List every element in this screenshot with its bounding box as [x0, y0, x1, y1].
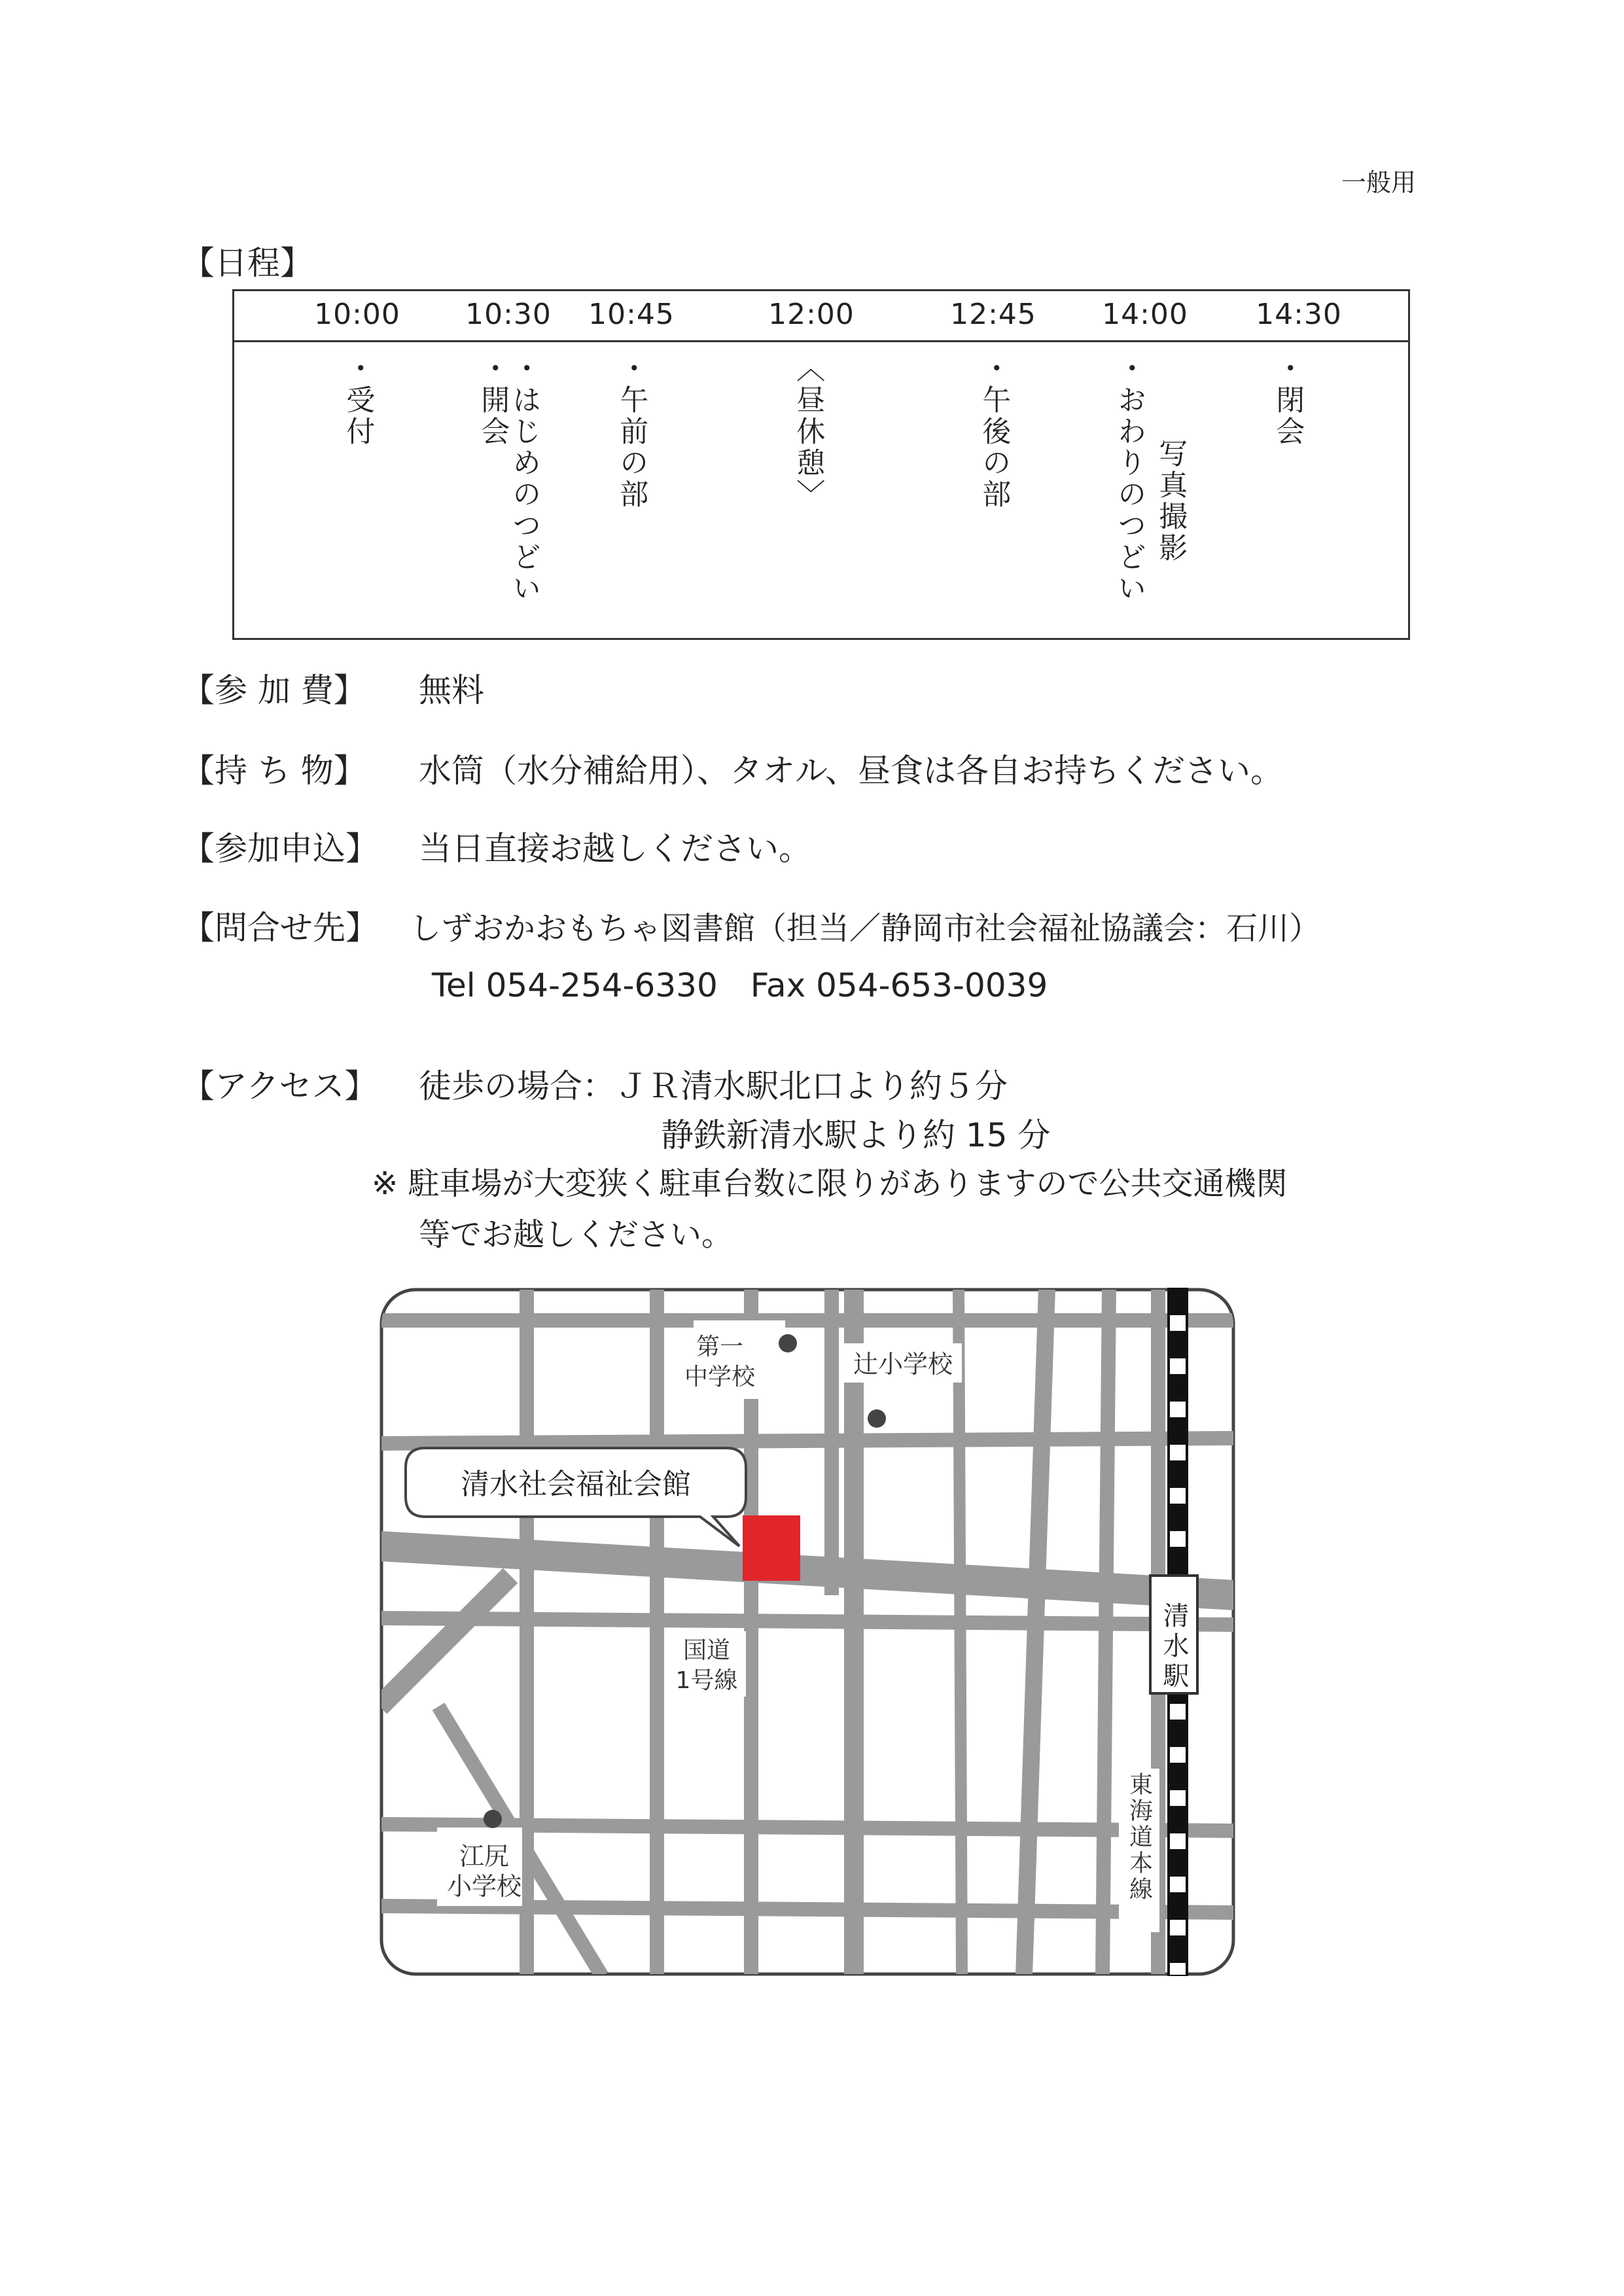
- street-v8: [1103, 1288, 1109, 1976]
- school3-label-2: 小学校: [446, 1872, 522, 1901]
- access-walk-2: 静鉄新清水駅より約 15 分: [661, 1116, 1051, 1154]
- item-opening-gathering: ・はじめのつどい: [507, 353, 541, 605]
- time-1400: 14:00: [1102, 298, 1188, 331]
- school2-dot: [868, 1409, 886, 1428]
- item-afternoon-session: ・午後の部: [977, 353, 1011, 510]
- time-1045: 10:45: [588, 298, 675, 331]
- application-row: [182, 822, 811, 870]
- road-label-1: 国道: [682, 1637, 731, 1664]
- item-closing: ・閉会: [1271, 353, 1305, 448]
- fee-label: 【参 加 費】: [182, 671, 366, 709]
- fee-row: [182, 664, 484, 711]
- parking-note-2: 等でお越しください。: [419, 1216, 733, 1253]
- time-1030: 10:30: [465, 298, 552, 331]
- school2-label: 辻小学校: [853, 1350, 953, 1379]
- street-h3: [380, 1618, 1235, 1625]
- item-opening: ・開会: [476, 353, 510, 448]
- schedule-heading: 【日程】: [182, 244, 313, 282]
- usage-label: 一般用: [1341, 168, 1417, 197]
- school1-dot: [779, 1334, 797, 1352]
- school1-label-2: 中学校: [684, 1364, 756, 1390]
- street-v6: [959, 1288, 962, 1976]
- school3-dot: [484, 1810, 502, 1828]
- item-morning-session: ・午前の部: [614, 353, 648, 510]
- belongings-value: 水筒（水分補給用）、タオル、昼食は各自お持ちください。: [419, 752, 1283, 790]
- schedule-divider: [234, 340, 1408, 342]
- school3-label-1: 江尻: [459, 1842, 510, 1871]
- access-label: 【アクセス】: [182, 1067, 378, 1105]
- time-1000: 10:00: [314, 298, 400, 331]
- venue-marker: [743, 1515, 800, 1581]
- time-1430: 14:30: [1256, 298, 1342, 331]
- venue-name: 清水社会福祉会館: [461, 1468, 691, 1501]
- application-value: 当日直接お越しください。: [419, 830, 811, 868]
- street-h2: [380, 1438, 1235, 1443]
- access-map: [380, 1288, 1235, 1976]
- item-reception: ・受付: [341, 353, 375, 448]
- road-label-2: 1号線: [675, 1667, 738, 1694]
- railway-label: 東海道本線: [1125, 1772, 1153, 1903]
- station-label: 清水駅: [1159, 1602, 1189, 1692]
- access-walk: 徒歩の場合：ＪＲ清水駅北口より約５分: [419, 1067, 1008, 1105]
- access-row: [182, 1060, 1008, 1107]
- schedule-table: [232, 289, 1410, 640]
- fee-value: 無料: [419, 671, 484, 709]
- belongings-row: [182, 745, 1283, 792]
- item-photo: 写真撮影: [1154, 438, 1188, 564]
- street-h5: [380, 1906, 1235, 1913]
- school1-label-1: 第一: [696, 1333, 744, 1360]
- application-label: 【参加申込】: [182, 830, 378, 868]
- time-1200: 12:00: [768, 298, 855, 331]
- contact-value: しずおかおもちゃ図書館（担当／静岡市社会福祉協議会：石川）: [410, 910, 1321, 947]
- belongings-label: 【持 ち 物】: [182, 752, 366, 790]
- parking-note-1: ※ 駐車場が大変狭く駐車台数に限りがありますので公共交通機関: [372, 1165, 1288, 1202]
- contact-label: 【問合せ先】: [182, 909, 378, 947]
- item-closing-gathering: ・おわりのつどい: [1112, 353, 1146, 605]
- contact-row: [182, 902, 1320, 949]
- time-1245: 12:45: [950, 298, 1036, 331]
- contact-phone: Tel 054-254-6330 Fax 054-653-0039: [432, 966, 1048, 1004]
- item-lunch-break: 〈昼休憩〉: [791, 353, 825, 510]
